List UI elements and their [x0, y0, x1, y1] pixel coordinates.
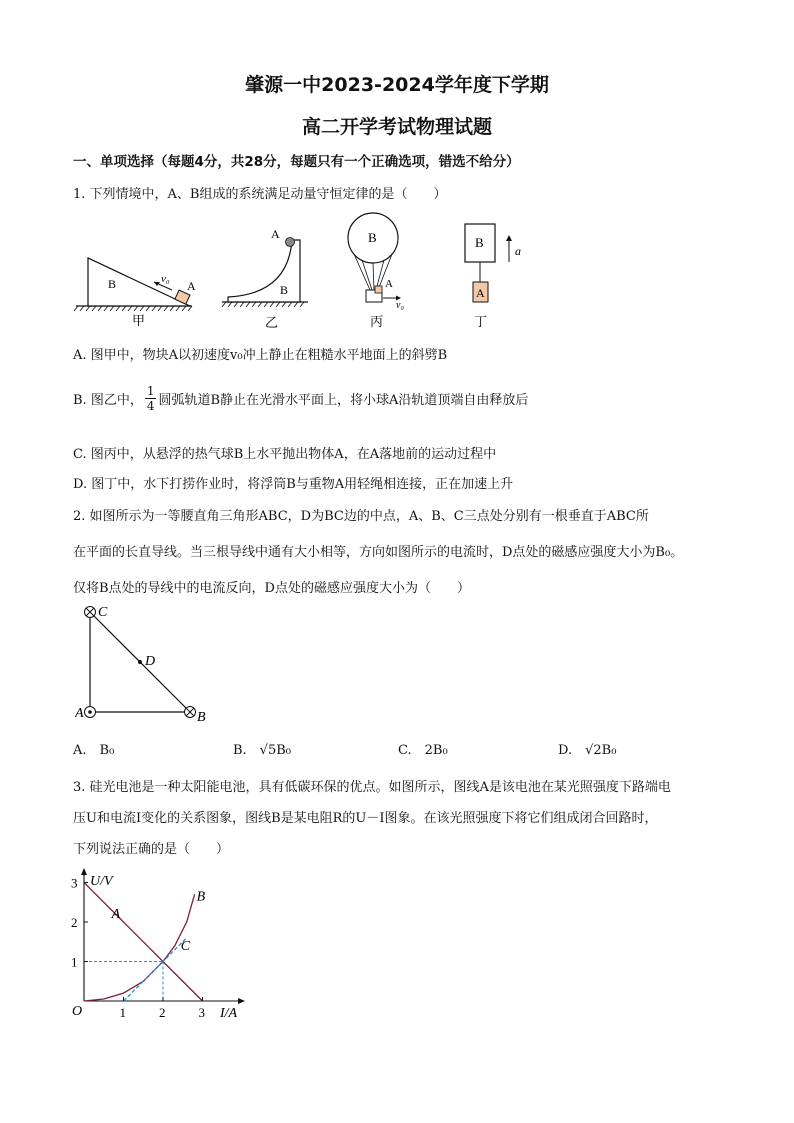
label-d: D [145, 654, 156, 669]
section-heading: 一、单项选择（每题4分，共28分，每题只有一个正确选项，错选不给分） [73, 154, 520, 170]
q1-option-b-post: 圆弧轨道B静止在光滑水平面上，将小球A沿轨道顶端自由释放后 [158, 393, 529, 408]
object-a [375, 286, 382, 293]
q1-option-c: C. 图丙中，从悬浮的热气球B上水平抛出物体A，在A落地前的运动过程中 [73, 447, 497, 462]
ball-a [286, 238, 295, 247]
q2-stem-line1: 2. 如图所示为一等腰直角三角形ABC，D为BC边的中点，A、B、C三点处分别有一根垂直于ABC所 [73, 509, 649, 524]
q2-triangle-figure [75, 598, 215, 728]
label-a-jia: A [187, 279, 196, 293]
point-d [138, 660, 142, 664]
label-b-yi: B [280, 283, 289, 297]
current-in-b-icon [185, 707, 196, 718]
fraction [145, 384, 157, 413]
label-c: C [98, 605, 108, 620]
series-line-b [84, 894, 195, 1001]
y-axis-label: U/V [90, 874, 113, 889]
caption-yi: 乙 [265, 315, 279, 330]
q2-option-d: D. √2B₀ [558, 743, 617, 758]
q1-option-d: D. 图丁中，水下打捞作业时，将浮筒B与重物A用轻绳相连接，正在加速上升 [73, 477, 514, 492]
q2-option-b: B. √5B₀ [233, 743, 292, 758]
series-line-c [124, 938, 187, 1001]
q3-stem-line1: 3. 硅光电池是一种太阳能电池，具有低碳环保的优点。如图所示，图线A是该电池在某光照强度下路端电 [73, 780, 671, 795]
label-b-ding: B [475, 235, 484, 250]
figure-ding [465, 224, 521, 329]
label-b-jia: B [108, 277, 117, 291]
q2-stem-line3: 仅将B点处的导线中的电流反向，D点处的磁感应强度大小为（ ） [73, 581, 470, 596]
fraction-denominator: 4 [146, 399, 155, 413]
label-a-yi: A [271, 227, 280, 241]
q1-figures [70, 210, 550, 335]
current-in-c-icon [85, 607, 96, 618]
x-tick-label: 2 [159, 1005, 166, 1020]
label-a-bing: A [385, 278, 393, 290]
figure-yi [222, 227, 308, 330]
page-title-line1: 肇源一中2023-2024学年度下学期 [245, 74, 549, 96]
label-b-bing: B [368, 230, 377, 245]
y-tick-label: 3 [71, 875, 78, 891]
q2-option-c: C. 2B₀ [398, 743, 448, 758]
q2-option-a: A. B₀ [73, 743, 115, 758]
caption-bing: 丙 [370, 314, 384, 329]
q3-ui-chart [68, 865, 258, 1025]
fraction-numerator: 1 [146, 384, 155, 398]
figure-bing [348, 213, 404, 329]
y-tick-label: 2 [71, 915, 78, 930]
series-label-c: C [180, 938, 191, 954]
origin-label: O [72, 1004, 83, 1019]
x-axis-label: I/A [220, 1006, 238, 1021]
q2-stem-line2: 在平面的长直导线。当三根导线中通有大小相等，方向如图所示的电流时，D点处的磁感应强度大小为B₀。 [73, 545, 684, 560]
q1-stem: 1. 下列情境中，A、B组成的系统满足动量守恒定律的是（ ） [73, 187, 447, 202]
current-out-a-icon [85, 707, 96, 718]
arc-track-b [228, 240, 300, 302]
q1-option-b [73, 384, 528, 413]
figure-jia [74, 258, 196, 328]
page-title-line2: 高二开学考试物理试题 [301, 116, 492, 138]
caption-ding: 丁 [474, 314, 488, 329]
q3-stem-line2: 压U和电流I变化的关系图象，图线B是某电阻R的U－I图象。在该光照强度下将它们组成闭合回路时， [73, 811, 658, 826]
q3-stem-line3: 下列说法正确的是（ ） [73, 842, 230, 857]
label-b: B [197, 710, 206, 725]
series-label-b: B [196, 889, 206, 905]
q1-option-b-pre: B. 图乙中， [73, 393, 143, 408]
caption-jia: 甲 [132, 313, 146, 328]
label-a-ding: A [476, 286, 485, 300]
x-tick-label: 3 [198, 1005, 205, 1020]
label-v0-bing: v₀ [396, 300, 404, 311]
q1-option-a: A. 图甲中，物块A以初速度v₀冲上静止在粗糙水平地面上的斜劈B [73, 348, 448, 363]
series-label-a: A [111, 907, 121, 923]
label-v0-jia: v₀ [161, 273, 170, 285]
label-a: A [75, 706, 84, 721]
label-acc-ding: a [515, 244, 521, 258]
x-tick-label: 1 [119, 1005, 126, 1020]
y-tick-label: 1 [71, 954, 78, 970]
